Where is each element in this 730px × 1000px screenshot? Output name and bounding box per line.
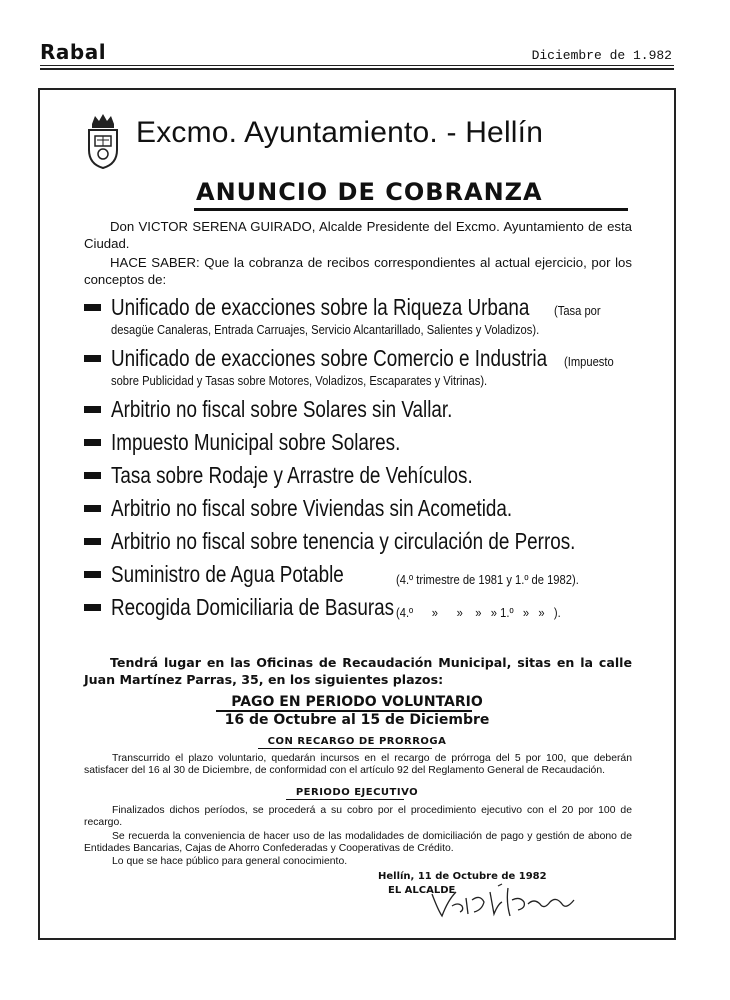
concept-note-detail: desagüe Canaleras, Entrada Carruajes, Servicio Alcantarillado, Salientes y Voladizos). bbox=[111, 322, 540, 337]
ejecutivo-underline bbox=[286, 799, 404, 800]
ejecutivo-heading: PERIODO EJECUTIVO bbox=[295, 787, 419, 798]
institution-name: Excmo. Ayuntamiento. - Hellín bbox=[136, 116, 544, 149]
recargo-heading: CON RECARGO DE PRORROGA bbox=[267, 736, 447, 747]
list-item bbox=[84, 561, 644, 588]
concept-name: Tasa sobre Rodaje y Arrastre de Vehículos. bbox=[111, 462, 473, 488]
publico-paragraph: Lo que se hace público para general conocimiento. bbox=[112, 856, 348, 867]
concept-note: (Impuesto bbox=[564, 354, 614, 369]
concept-note-detail: sobre Publicidad y Tasas sobre Motores, Voladizos, Escaparates y Vitrinas). bbox=[111, 373, 488, 388]
concept-note: (Tasa por bbox=[554, 303, 601, 318]
dash-bullet bbox=[84, 505, 101, 512]
concept-name: Arbitrio no fiscal sobre Solares sin Vallar. bbox=[111, 396, 453, 422]
place-date: Hellín, 11 de Octubre de 1982 bbox=[378, 871, 547, 882]
notice-frame bbox=[38, 88, 676, 940]
list-item bbox=[84, 462, 644, 489]
intro-paragraph: Don VICTOR SERENA GUIRADO, Alcalde Presidente del Excmo. Ayuntamiento de esta Ciudad. bbox=[84, 219, 632, 251]
notice-title: ANUNCIO DE COBRANZA bbox=[196, 178, 543, 206]
dash-bullet bbox=[84, 472, 101, 479]
concept-note: (4.º » » » » 1.º » » ). bbox=[396, 605, 561, 620]
list-item bbox=[84, 294, 644, 339]
dash-bullet bbox=[84, 355, 101, 362]
publication-name: Rabal bbox=[40, 40, 107, 64]
pago-heading: PAGO EN PERIODO VOLUNTARIO bbox=[231, 694, 483, 710]
list-item bbox=[84, 594, 644, 621]
list-item bbox=[84, 396, 644, 423]
concept-name: Unificado de exacciones sobre Comercio e Industria bbox=[111, 345, 548, 371]
ejecutivo-paragraph: Finalizados dichos períodos, se procederá a su cobro por el procedimiento ejecutivo con el 20 por 100 de recargo. bbox=[84, 805, 632, 828]
dash-bullet bbox=[84, 439, 101, 446]
dash-bullet bbox=[84, 604, 101, 611]
handwritten-signature bbox=[428, 880, 578, 920]
recargo-paragraph: Transcurrido el plazo voluntario, quedarán incursos en el recargo de prórroga del 5 por 100, que deberán satisfacer del 16 al 30 de Diciembre, de conformidad con el artículo 92 del Reglamento General de Recaudación. bbox=[84, 753, 632, 776]
concept-name: Suministro de Agua Potable bbox=[111, 561, 344, 587]
recargo-underline bbox=[258, 748, 432, 749]
dash-bullet bbox=[84, 571, 101, 578]
list-item bbox=[84, 528, 644, 555]
concept-name: Unificado de exacciones sobre la Riqueza Urbana bbox=[111, 294, 530, 320]
list-item bbox=[84, 429, 644, 456]
signatory-title: EL ALCALDE bbox=[388, 885, 456, 896]
concept-name: Recogida Domiciliaria de Basuras bbox=[111, 594, 395, 620]
dash-bullet bbox=[84, 304, 101, 311]
concept-note: (4.º trimestre de 1981 y 1.º de 1982). bbox=[396, 572, 579, 587]
list-item bbox=[84, 495, 644, 522]
concept-name: Impuesto Municipal sobre Solares. bbox=[111, 429, 401, 455]
pago-dates: 16 de Octubre al 15 de Diciembre bbox=[224, 712, 490, 728]
header-rule-thick bbox=[40, 68, 674, 70]
domiciliacion-paragraph: Se recuerda la conveniencia de hacer uso de las modalidades de domiciliación de pago y gestión de abono de Entidades Bancarias, Cajas de Ahorro Confederadas y Cooperativas de Crédito. bbox=[84, 831, 632, 854]
header-rule-thin bbox=[40, 65, 674, 66]
publication-date: Diciembre de 1.982 bbox=[531, 48, 672, 63]
title-underline bbox=[194, 208, 628, 211]
coat-of-arms-icon bbox=[84, 110, 122, 170]
concepts-list bbox=[84, 294, 644, 627]
list-item bbox=[84, 345, 644, 390]
tendra-paragraph: Tendrá lugar en las Oficinas de Recaudación Municipal, sitas en la calle Juan Martínez Parras, 35, en los siguientes plazos: bbox=[84, 655, 632, 687]
dash-bullet bbox=[84, 406, 101, 413]
concept-name: Arbitrio no fiscal sobre Viviendas sin Acometida. bbox=[111, 495, 513, 521]
dash-bullet bbox=[84, 538, 101, 545]
concept-name: Arbitrio no fiscal sobre tenencia y circulación de Perros. bbox=[111, 528, 576, 554]
hace-saber-paragraph: HACE SABER: Que la cobranza de recibos correspondientes al actual ejercicio, por los conceptos de: bbox=[84, 255, 632, 287]
